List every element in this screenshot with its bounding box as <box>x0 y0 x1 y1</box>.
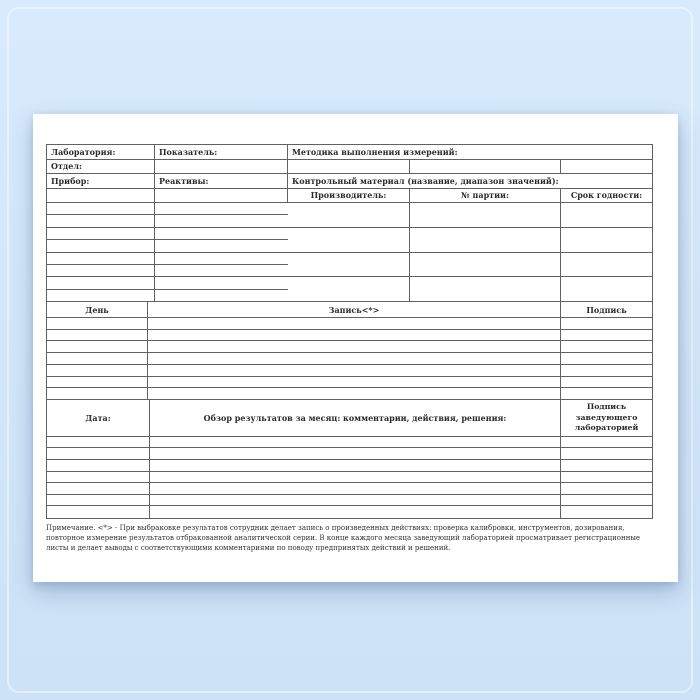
empty-cell <box>47 253 155 264</box>
footnote: Примечание. <*> - При выбраковке результатов сотрудник делает запись о произведенных действиях: проверка калибровки, инструментов, дозирования, повторное измерение результатов отбракованной аналитической серии. В конце каждого месяца заведующий лабораторией просматривает регистрационные листы и делает выводы с соответствующими комментариями по поводу предпринятых действий и решений. <box>46 524 641 552</box>
empty-cell <box>410 203 561 227</box>
form-header-section <box>47 145 652 203</box>
empty-cell <box>47 265 155 276</box>
fill-in-section <box>47 203 652 302</box>
empty-cell <box>561 353 652 364</box>
records-header-section <box>47 302 652 318</box>
empty-cell <box>155 277 288 288</box>
header-row-2 <box>47 160 652 175</box>
overview-label: Обзор результатов за месяц: комментарии, действия, решения: <box>150 400 561 436</box>
empty-cell <box>47 330 148 341</box>
empty-row <box>47 290 288 302</box>
empty-cell <box>47 290 155 301</box>
head-signature-label: Подпись заведующего лабораторией <box>574 402 639 433</box>
empty-cell <box>155 203 288 214</box>
empty-row <box>47 506 652 518</box>
empty-cell <box>148 330 561 341</box>
empty-cell <box>47 437 150 448</box>
empty-row <box>47 353 652 365</box>
empty-cell <box>155 189 288 203</box>
empty-cell <box>288 277 410 301</box>
empty-cell <box>410 228 561 252</box>
empty-cell <box>47 448 150 459</box>
empty-row <box>47 240 288 252</box>
empty-row <box>288 277 652 302</box>
review-header-row <box>47 400 652 437</box>
empty-cell <box>155 215 288 226</box>
empty-cell <box>561 377 652 388</box>
empty-cell <box>47 495 150 506</box>
empty-cell <box>561 495 652 506</box>
empty-row <box>47 460 652 472</box>
empty-cell <box>410 253 561 277</box>
indicator-label: Показатель: <box>155 145 288 159</box>
empty-row <box>47 318 652 330</box>
control-material-rows <box>288 203 652 302</box>
empty-cell <box>288 160 410 174</box>
equipment-rows <box>47 203 288 302</box>
empty-cell <box>47 377 148 388</box>
empty-cell <box>47 203 155 214</box>
header-row-3 <box>47 174 652 189</box>
empty-cell <box>150 506 561 518</box>
empty-cell <box>47 472 150 483</box>
empty-cell <box>561 228 652 252</box>
empty-cell <box>148 388 561 399</box>
empty-cell <box>288 253 410 277</box>
empty-cell <box>561 341 652 352</box>
empty-row <box>288 228 652 253</box>
empty-cell <box>148 353 561 364</box>
empty-cell <box>561 472 652 483</box>
manufacturer-label: Производитель: <box>288 189 410 203</box>
control-material-label: Контрольный материал (название, диапазон значений): <box>292 175 559 186</box>
empty-row <box>288 203 652 228</box>
empty-cell <box>47 388 148 399</box>
record-rows <box>47 318 652 400</box>
empty-row <box>47 448 652 460</box>
empty-cell <box>561 460 652 471</box>
empty-cell <box>150 472 561 483</box>
empty-cell <box>288 228 410 252</box>
signature-label: Подпись <box>586 304 627 315</box>
empty-row <box>47 472 652 484</box>
empty-row <box>47 365 652 377</box>
empty-cell <box>150 437 561 448</box>
empty-cell <box>561 203 652 227</box>
empty-cell <box>288 203 410 227</box>
empty-cell <box>47 483 150 494</box>
empty-cell <box>150 460 561 471</box>
empty-row <box>288 253 652 278</box>
header-row-4 <box>47 189 652 204</box>
empty-cell <box>561 448 652 459</box>
empty-row <box>47 495 652 507</box>
device-label: Прибор: <box>47 174 155 188</box>
empty-cell <box>47 215 155 226</box>
empty-row <box>47 215 288 227</box>
day-label: День <box>47 302 148 317</box>
empty-cell <box>155 290 288 301</box>
empty-row <box>47 265 288 277</box>
empty-row <box>47 277 288 289</box>
empty-row <box>47 377 652 389</box>
empty-cell <box>561 330 652 341</box>
empty-cell <box>561 253 652 277</box>
empty-cell <box>150 483 561 494</box>
empty-cell <box>47 277 155 288</box>
reagents-label: Реактивы: <box>155 174 288 188</box>
document-page <box>33 114 678 582</box>
empty-row <box>47 483 652 495</box>
empty-cell <box>155 228 288 239</box>
empty-cell <box>561 483 652 494</box>
empty-cell <box>47 318 148 329</box>
empty-cell <box>155 253 288 264</box>
record-label: Запись<*> <box>148 302 561 317</box>
empty-cell <box>148 341 561 352</box>
batch-number-label: № партии: <box>410 189 561 203</box>
empty-cell <box>47 240 155 251</box>
review-header-section <box>47 400 652 437</box>
records-header-row <box>47 302 652 318</box>
empty-cell <box>47 353 148 364</box>
empty-row <box>47 388 652 400</box>
method-label: Методика выполнения измерений: <box>292 146 458 157</box>
review-rows <box>47 437 652 518</box>
empty-cell <box>410 160 561 174</box>
empty-cell <box>47 189 155 203</box>
empty-cell <box>561 388 652 399</box>
empty-cell <box>155 265 288 276</box>
empty-cell <box>155 240 288 251</box>
empty-cell <box>155 160 288 174</box>
department-label: Отдел: <box>47 160 155 174</box>
empty-cell <box>150 495 561 506</box>
empty-cell <box>561 277 652 301</box>
header-row-1 <box>47 145 652 160</box>
empty-cell <box>47 341 148 352</box>
laboratory-label: Лаборатория: <box>47 145 155 159</box>
empty-row <box>47 228 288 240</box>
empty-cell <box>410 277 561 301</box>
empty-cell <box>561 160 652 174</box>
empty-cell <box>47 506 150 518</box>
form-table <box>46 144 653 519</box>
empty-cell <box>47 228 155 239</box>
empty-cell <box>561 318 652 329</box>
expiry-label: Срок годности: <box>570 190 643 201</box>
empty-cell <box>561 365 652 376</box>
empty-cell <box>47 365 148 376</box>
empty-cell <box>47 460 150 471</box>
date-label: Дата: <box>47 400 150 436</box>
empty-row <box>47 437 652 449</box>
empty-cell <box>561 506 652 518</box>
empty-cell <box>148 365 561 376</box>
empty-cell <box>148 318 561 329</box>
empty-row <box>47 341 652 353</box>
empty-cell <box>148 377 561 388</box>
empty-cell <box>150 448 561 459</box>
empty-cell <box>561 437 652 448</box>
empty-row <box>47 330 652 342</box>
empty-row <box>47 203 288 215</box>
empty-row <box>47 253 288 265</box>
